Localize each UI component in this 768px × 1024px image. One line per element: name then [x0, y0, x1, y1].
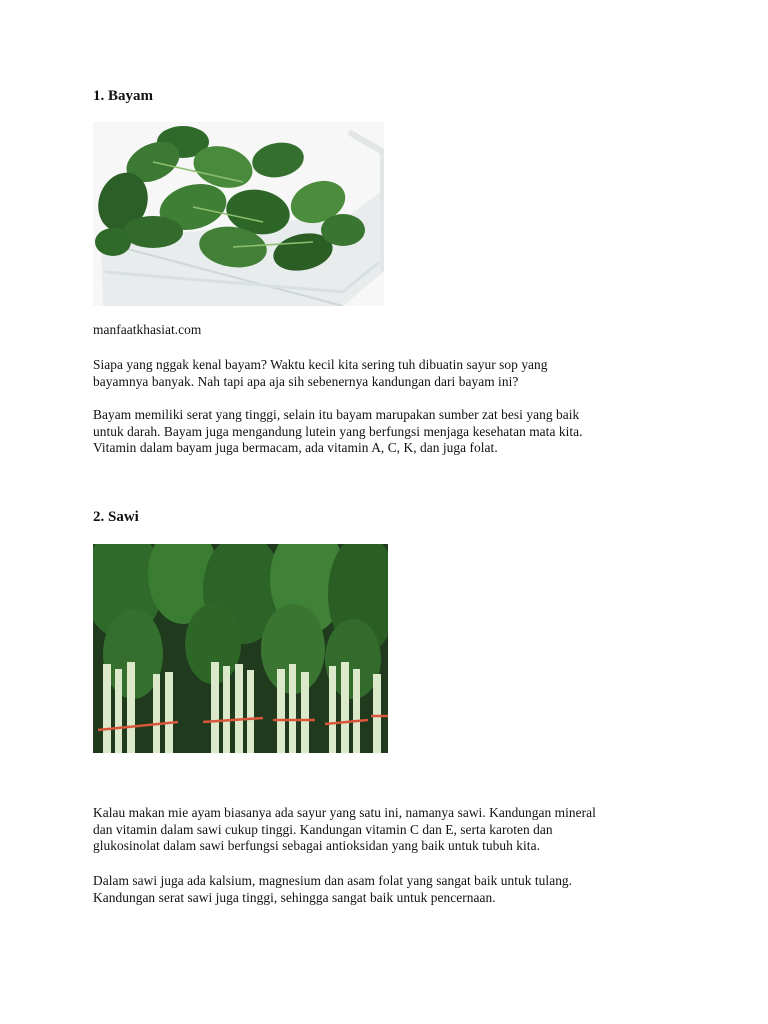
section-heading-bayam: 1. Bayam [93, 88, 153, 104]
sawi-paragraph-1: Kalau makan mie ayam biasanya ada sayur yang satu ini, namanya sawi. Kandungan mineral dan vitamin dalam sawi cukup tinggi. Kandungan vitamin C dan E, serta karoten dan glukosinolat dalam sawi berfungsi sebagai antioksidan yang baik untuk tubuh kita. [93, 805, 596, 854]
bayam-paragraph-1: Siapa yang nggak kenal bayam? Waktu kecil kita sering tuh dibuatin sayur sop yang bayamnya banyak. Nah tapi apa aja sih sebenernya kandungan dari bayam ini? [93, 357, 548, 389]
section-heading-sawi: 2. Sawi [93, 509, 139, 525]
bayam-paragraph-2: Bayam memiliki serat yang tinggi, selain itu bayam marupakan sumber zat besi yang baik untuk darah. Bayam juga mengandung lutein yang berfungsi menjaga kesehatan mata kita. Vitamin dalam bayam juga bermacam, ada vitamin A, C, K, dan juga folat. [93, 407, 583, 456]
mustard-greens-image [93, 544, 388, 753]
spinach-image [93, 122, 384, 306]
image-source-caption: manfaatkhasiat.com [93, 322, 202, 337]
sawi-paragraph-2: Dalam sawi juga ada kalsium, magnesium dan asam folat yang sangat baik untuk tulang. Kandungan serat sawi juga tinggi, sehingga sangat baik untuk pencernaan. [93, 873, 573, 905]
